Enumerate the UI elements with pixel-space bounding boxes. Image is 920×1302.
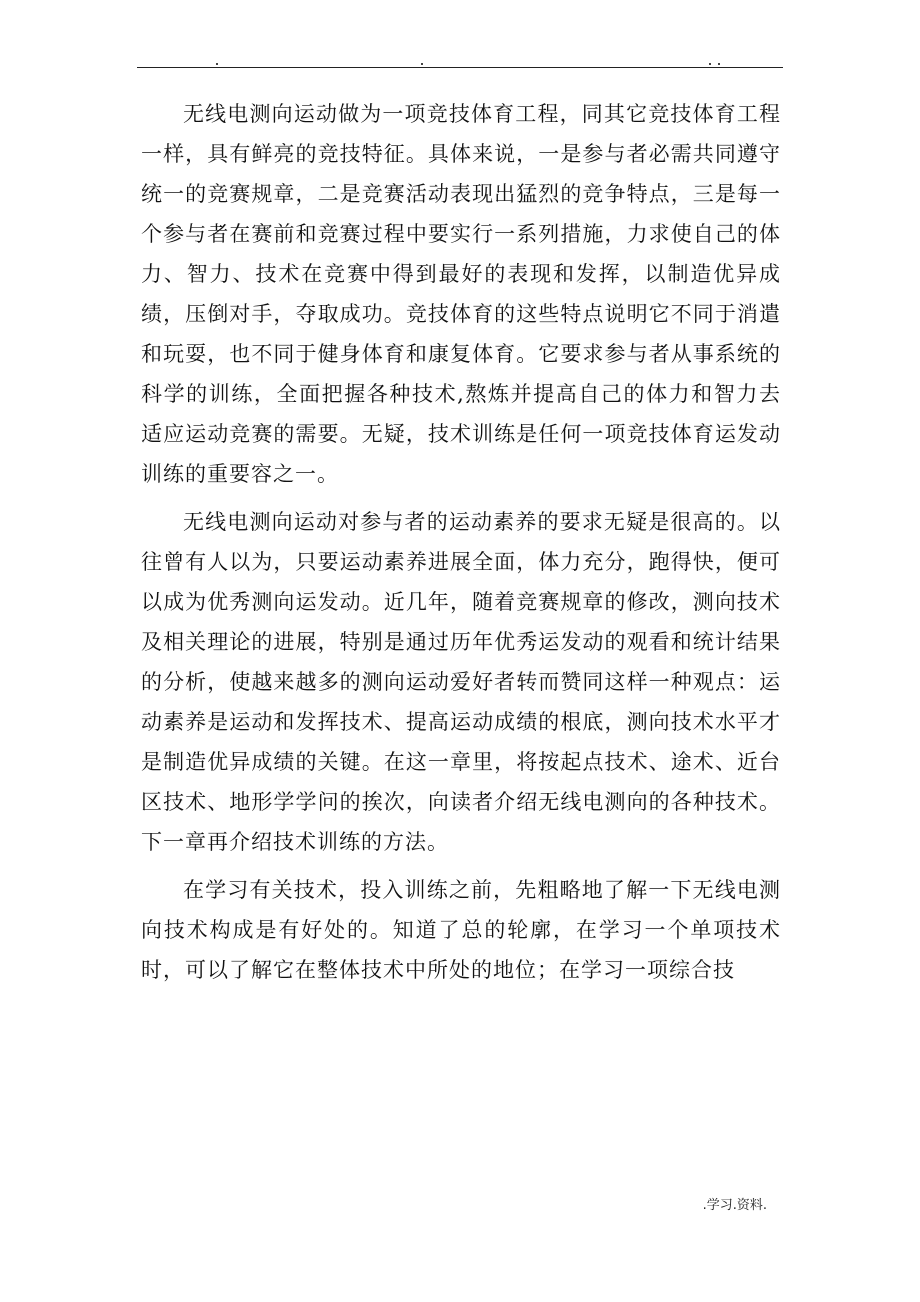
header-tick-mark (216, 63, 218, 65)
header-tick-mark (421, 63, 423, 65)
page-footer: .学习.资料. (702, 1198, 767, 1213)
header-rule (137, 67, 783, 68)
paragraph: 无线电测向运动对参与者的运动素养的要求无疑是很高的。以往曾有人以为，只要运动素养进展全面，体力充分，跑得快，便可以成为优秀测向运发动。近几年，随着竞赛规章的修改，测向技术及相关理论的进展，特别是通过历年优秀运发动的观看和统计结果的分析，使越来越多的测向运动爱好者转而赞同这样一种观点：运动素养是运动和发挥技术、提高运动成绩的根底，测向技术水平才是制造优异成绩的关键。在这一章里，将按起点技术、途术、近台区技术、地形学学问的挨次，向读者介绍无线电测向的各种技术。下一章再介绍技术训练的方法。 (141, 510, 781, 854)
header-tick-mark (709, 63, 711, 65)
header-tick-mark (718, 63, 720, 65)
paragraph: 在学习有关技术，投入训练之前，先粗略地了解一下无线电测向技术构成是有好处的。知道了总的轮廓，在学习一个单项技术时，可以了解它在整体技术中所处的地位；在学习一项综合技 (141, 878, 781, 982)
paragraph: 无线电测向运动做为一项竞技体育工程，同其它竞技体育工程一样，具有鲜亮的竞技特征。具体来说，一是参与者必需共同遵守统一的竞赛规章，二是竞赛活动表现出猛烈的竞争特点，三是每一个参与者在赛前和竞赛过程中要实行一系列措施，力求使自己的体力、智力、技术在竞赛中得到最好的表现和发挥，以制造优异成绩，压倒对手，夺取成功。竞技体育的这些特点说明它不同于消遣和玩耍，也不同于健身体育和康复体育。它要求参与者从事系统的科学的训练，全面把握各种技术,熬炼并提高自己的体力和智力去适应运动竞赛的需要。无疑，技术训练是任何一项竞技体育运发动训练的重要容之一。 (141, 102, 781, 486)
document-body (141, 94, 781, 998)
